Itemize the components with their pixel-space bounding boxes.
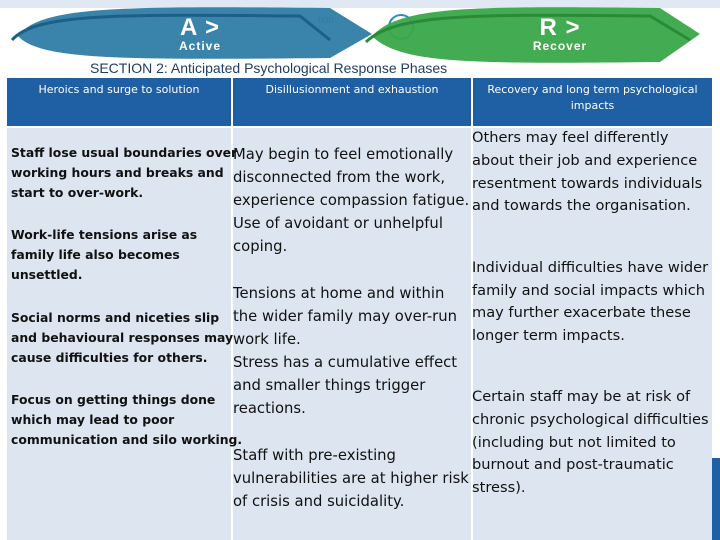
col1-line: which may lead to poor [11, 412, 175, 427]
phase-active-letter: A > [179, 14, 221, 41]
col3-line: longer term impacts. [472, 327, 625, 344]
col3-line: Others may feel differently [472, 129, 669, 146]
col1-line: Staff lose usual boundaries over [11, 145, 238, 160]
col1-line: working hours and breaks and [11, 165, 224, 180]
col3-line: stress). [472, 479, 526, 496]
col1-line: Social norms and niceties slip [11, 310, 220, 325]
col2-line: Tensions at home and within [233, 285, 445, 302]
col1-line: and behavioural responses may [11, 330, 234, 345]
phase-recover-letter: R > [539, 14, 581, 41]
col2-line: of crisis and suicidality. [233, 493, 405, 510]
col2-line: and smaller things trigger [233, 377, 426, 394]
col1-line: family life also becomes [11, 247, 180, 262]
col1-line: communication and silo working. [11, 432, 243, 447]
col3-line: and towards the organisation. [472, 197, 691, 214]
col2-line: Staff with pre-existing [233, 447, 396, 464]
col1-line: unsettled. [11, 267, 83, 282]
header-heroics: Heroics and surge to solution [7, 78, 231, 126]
col1-line: Focus on getting things done [11, 392, 216, 407]
col2-line: work life. [233, 331, 301, 348]
col3-line: Individual difficulties have wider [472, 259, 709, 276]
col2-line: the wider family may over-run [233, 308, 458, 325]
right-edge-accent [712, 458, 720, 540]
col2-line: experience compassion fatigue. [233, 192, 470, 209]
col1-line: start to over-work. [11, 185, 144, 200]
col2-line: May begin to feel emotionally [233, 146, 454, 163]
col3-line: may further exacerbate these [472, 304, 691, 321]
phase-recover-word: Recover [532, 39, 588, 53]
col3-line: chronic psychological difficulties [472, 411, 709, 428]
col2-line: disconnected from the work, [233, 169, 446, 186]
phase-recover [500, 16, 620, 53]
section-title: SECTION 2: Anticipated Psychological Response Phases [90, 60, 448, 76]
col3-line: resentment towards individuals [472, 175, 703, 192]
col3-line: family and social impacts which [472, 282, 706, 299]
col2-line: coping. [233, 238, 288, 255]
col3-line: burnout and post-traumatic [472, 456, 674, 473]
col2-line: reactions. [233, 400, 306, 417]
col3-line: about their job and experience [472, 152, 698, 169]
col1-line: cause difficulties for others. [11, 350, 208, 365]
phase-active-word: Active [178, 39, 222, 53]
col2-line: vulnerabilities are at higher risk [233, 470, 469, 487]
col3-line: Certain staff may be at risk of [472, 388, 691, 405]
header-disillusionment: Disillusionment and exhaustion [233, 78, 471, 126]
col3-line: (including but not limited to [472, 434, 676, 451]
phase-active [140, 16, 260, 53]
col2-line: Use of avoidant or unhelpful [233, 215, 443, 232]
col2-line: Stress has a cumulative effect [233, 354, 458, 371]
col1-line: Work-life tensions arise as [11, 227, 198, 242]
header-recovery: Recovery and long term psychological impacts [473, 78, 712, 126]
